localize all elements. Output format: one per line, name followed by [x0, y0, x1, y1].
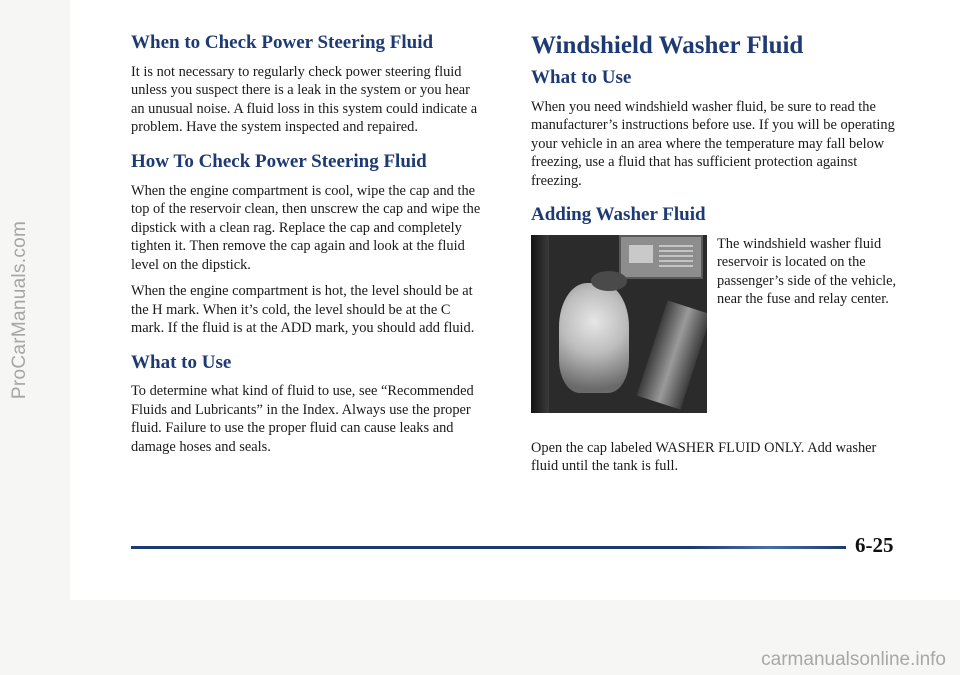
section-when-to-check [131, 32, 481, 137]
paragraph-washer-what-to-use: When you need windshield washer fluid, be sure to read the manufacturer’s instructions before use. If you will be operating your vehicle in an area where the temperature may fall below freezing, use a fluid that has sufficient protection against freezing. [531, 98, 895, 189]
section-power-steering-what-to-use [131, 352, 481, 457]
figure-row [531, 235, 903, 413]
heading-washer-what-to-use: What to Use [531, 66, 632, 88]
paragraph-how-to-check-cool: When the engine compartment is cool, wipe the cap and the top of the reservoir clean, then unscrew the cap and wipe the dipstick with a clean rag. Replace the cap and completely tighten it. Then remove the cap again and look at the fluid level on the dipstick. [131, 182, 481, 273]
reservoir-cap-icon [591, 271, 627, 291]
paragraph-power-steering-what-to-use: To determine what kind of fluid to use, see “Recommended Fluids and Lubricants” in the Index. Always use the proper fluid. Failure to use the proper fluid can cause leaks and damage hoses and seals. [131, 383, 474, 455]
figure-caption [717, 235, 903, 413]
footer-watermark: carmanualsonline.info [761, 649, 946, 670]
paragraph-open-cap: Open the cap labeled WASHER FLUID ONLY. Add washer fluid until the tank is full. [531, 439, 877, 475]
side-watermark [6, 100, 34, 520]
section-adding-washer-fluid [531, 204, 903, 476]
side-watermark-text: ProCarManuals.com [9, 220, 30, 400]
paragraph-how-to-check-hot: When the engine compartment is hot, the level should be at the H mark. When it’s cold, the level should be at the C mark. If the fluid is at the ADD mark, you should add fluid. [131, 283, 475, 337]
heading-power-steering-what-to-use: What to Use [131, 351, 232, 373]
right-column [531, 32, 903, 490]
heading-how-to-check: How To Check Power Steering Fluid [131, 150, 427, 172]
footer-rule [131, 546, 846, 549]
left-column [131, 32, 481, 470]
washer-reservoir-photo [531, 235, 707, 413]
chapter-title: Windshield Washer Fluid [531, 32, 804, 59]
section-washer-what-to-use [531, 67, 903, 190]
reservoir-icon [559, 283, 629, 393]
caption-text: The windshield washer fluid reservoir is located on the passenger’s side of the vehicle, near the fuse and relay center. [717, 235, 897, 308]
fuse-label-icon [619, 235, 703, 279]
paragraph-when-to-check: It is not necessary to regularly check power steering fluid unless you suspect there is a leak in the system or you hear an unusual noise. A fluid loss in this system could indicate a problem. Have the system inspected and repaired. [131, 63, 478, 136]
heading-when-to-check: When to Check Power Steering Fluid [131, 32, 434, 53]
page-number: 6-25 [855, 533, 894, 557]
heading-adding-washer-fluid: Adding Washer Fluid [531, 204, 706, 226]
section-how-to-check [131, 151, 481, 338]
